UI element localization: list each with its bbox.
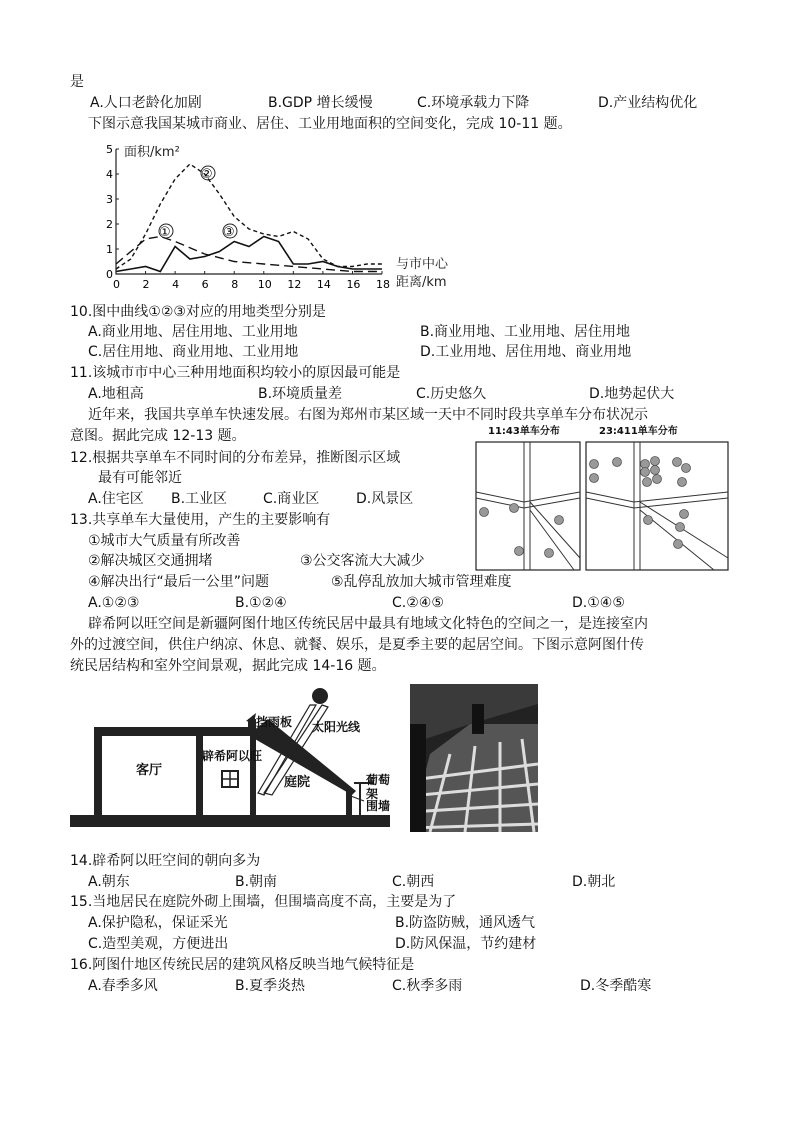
q11-stem: 11.该城市市中心三种用地面积均较小的原因最可能是 [70,365,401,381]
bike-dot [674,540,683,549]
q16-stem: 16.阿图什地区传统民居的建筑风格反映当地气候特征是 [70,957,415,973]
chart-series-line-2 [116,164,382,269]
chart-series-line-1 [116,237,382,272]
bike-dot [644,516,653,525]
q13-item-2: ②解决城区交通拥堵 [88,553,213,569]
land-use-chart [96,138,466,294]
q9-option-d[interactable]: D.产业结构优化 [598,95,698,111]
bike-map-left-panel [476,442,580,570]
bike-map-panels [474,440,730,572]
annotation-1-label: ① [159,225,171,240]
bike-map-right-title: 23:411单车分布 [599,426,678,437]
q11-option-c[interactable]: C.历史悠久 [416,386,487,402]
q10-option-c[interactable]: C.居住用地、商业用地、工业用地 [88,344,299,360]
intro-14-16-line2: 外的过渡空间，供住户纳凉、休息、就餐、娱乐，是夏季主要的起居空间。下图示意阿图什传 [70,637,644,653]
label-pixiawang: 辟希阿以旺 [202,749,263,763]
chart-x-axis-label-line1: 与市中心 [396,257,449,272]
bike-map-left-title: 11:43单车分布 [488,426,560,437]
bike-dot [590,474,599,483]
chart-x-tick: 2 [142,278,150,291]
courtyard-photo [410,684,538,832]
bike-dot [641,468,650,477]
bike-dot [643,478,652,487]
q13-stem: 13.共享单车大量使用，产生的主要影响有 [70,512,331,528]
q14-option-a[interactable]: A.朝东 [88,874,130,890]
q10-option-d[interactable]: D.工业用地、居住用地、商业用地 [420,344,632,360]
q9-option-a[interactable]: A.人口老龄化加剧 [90,95,202,111]
q13-item-4: ④解决出行“最后一公里”问题 [88,574,270,590]
chart-x-tick: 16 [346,278,361,291]
q15-option-c[interactable]: C.造型美观，方便进出 [88,936,229,952]
q12-stem-line2: 最有可能邻近 [98,470,182,486]
q15-option-d[interactable]: D.防风保温，节约建材 [395,936,537,952]
q13-option-b[interactable]: B.①②④ [235,595,287,611]
bike-dot [682,464,691,473]
bike-dot [510,504,519,513]
q16-option-b[interactable]: B.夏季炎热 [235,978,306,994]
q12-option-a[interactable]: A.住宅区 [88,491,144,507]
intro-12-13-line1: 近年来，我国共享单车快速发展。右图为郑州市某区域一天中不同时段共享单车分布状况示 [88,407,648,423]
bike-dot [590,460,599,469]
q16-option-c[interactable]: C.秋季多雨 [392,978,463,994]
q14-option-c[interactable]: C.朝西 [392,874,435,890]
q15-stem: 15.当地居民在庭院外砌上围墙，但围墙高度不高，主要是为了 [70,894,457,910]
q10-option-a[interactable]: A.商业用地、居住用地、工业用地 [88,324,298,340]
label-canopy: 挡雨板 [256,715,293,729]
house-structure-diagram [70,683,390,833]
bike-dot [678,478,687,487]
q11-option-b[interactable]: B.环境质量差 [258,386,343,402]
chart-x-tick: 6 [201,278,209,291]
chart-x-tick: 18 [376,278,390,291]
chart-series-line-3 [116,237,382,272]
bike-distribution-map [474,426,730,572]
q9-option-b[interactable]: B.GDP 增长缓慢 [268,95,373,111]
chart-x-axis-label-line2: 距离/km [396,275,447,290]
q16-option-a[interactable]: A.春季多风 [88,978,158,994]
bike-dot [651,457,660,466]
chart-x-tick: 10 [257,278,272,291]
intro-14-16-line1: 辟希阿以旺空间是新疆阿图什地区传统民居中最具有地域文化特色的空间之一，是连接室内 [88,616,648,632]
q13-option-c[interactable]: C.②④⑤ [392,595,444,611]
bike-dot [613,458,622,467]
bike-dot [680,510,689,519]
annotation-2-label: ② [201,167,213,182]
q12-stem-line1: 12.根据共享单车不同时间的分布差异，推断图示区域 [70,450,401,466]
chart-y-tick: 5 [106,143,113,156]
q13-item-5: ⑤乱停乱放加大城市管理难度 [331,574,512,590]
annotation-3 [223,224,237,240]
bike-dot [515,547,524,556]
annotation-2 [201,166,215,182]
chart-y-axis-label: 面积/km² [124,145,180,160]
q14-option-d[interactable]: D.朝北 [572,874,616,890]
q10-stem: 10.图中曲线①②③对应的用地类型分别是 [70,304,326,320]
bike-dot [480,508,489,517]
chart-x-tick: 0 [113,278,120,291]
q15-option-a[interactable]: A.保护隐私，保证采光 [88,915,228,931]
chart-y-tick: 4 [106,168,113,181]
bike-dot [555,516,564,525]
q13-item-1: ①城市大气质量有所改善 [88,533,241,549]
label-courtyard: 庭院 [284,775,311,790]
q11-option-a[interactable]: A.地租高 [88,386,144,402]
label-courtyard-wall: 围墙 [366,799,391,813]
chart-x-tick: 14 [316,278,331,291]
chart-y-tick: 0 [106,268,113,281]
intro-14-16-line3: 统民居结构和室外空间景观，据此完成 14-16 题。 [70,658,386,674]
q14-stem: 14.辟希阿以旺空间的朝向多为 [70,853,261,869]
q15-option-b[interactable]: B.防盗防贼，通风透气 [395,915,536,931]
intro-12-13-line2: 意图。据此完成 12-13 题。 [70,428,246,444]
q10-option-b[interactable]: B.商业用地、工业用地、居住用地 [420,324,631,340]
q12-option-d[interactable]: D.风景区 [356,491,414,507]
intro-10-11: 下图示意我国某城市商业、居住、工业用地面积的空间变化，完成 10-11 题。 [88,116,572,132]
label-grape-trellis: 葡萄架 [366,773,391,801]
prev-question-tail: 是 [70,74,84,90]
bike-dot [651,466,660,475]
label-sunlight: 太阳光线 [312,720,361,734]
chart-x-tick: 8 [231,278,239,291]
annotation-3-label: ③ [223,225,235,240]
q9-option-c[interactable]: C.环境承载力下降 [417,95,530,111]
q11-option-d[interactable]: D.地势起伏大 [589,386,675,402]
chart-y-tick: 2 [106,218,113,231]
bike-dot [673,458,682,467]
q13-item-3: ③公交客流大大减少 [300,553,425,569]
q14-option-b[interactable]: B.朝南 [235,874,278,890]
chart-y-tick: 3 [106,193,113,206]
q13-option-d[interactable]: D.①④⑤ [572,595,625,611]
chart-x-tick: 4 [172,278,180,291]
label-living-room: 客厅 [136,763,163,778]
q12-option-b[interactable]: B.工业区 [171,491,228,507]
sun-icon [312,688,328,704]
chart-y-tick: 1 [106,243,113,256]
bike-dot [545,549,554,558]
q16-option-d[interactable]: D.冬季酷寒 [580,978,652,994]
q12-option-c[interactable]: C.商业区 [263,491,320,507]
q13-option-a[interactable]: A.①②③ [88,595,140,611]
bike-dot [653,475,662,484]
annotation-1 [159,224,173,240]
chart-x-tick: 12 [287,278,302,291]
bike-dot [676,523,685,532]
